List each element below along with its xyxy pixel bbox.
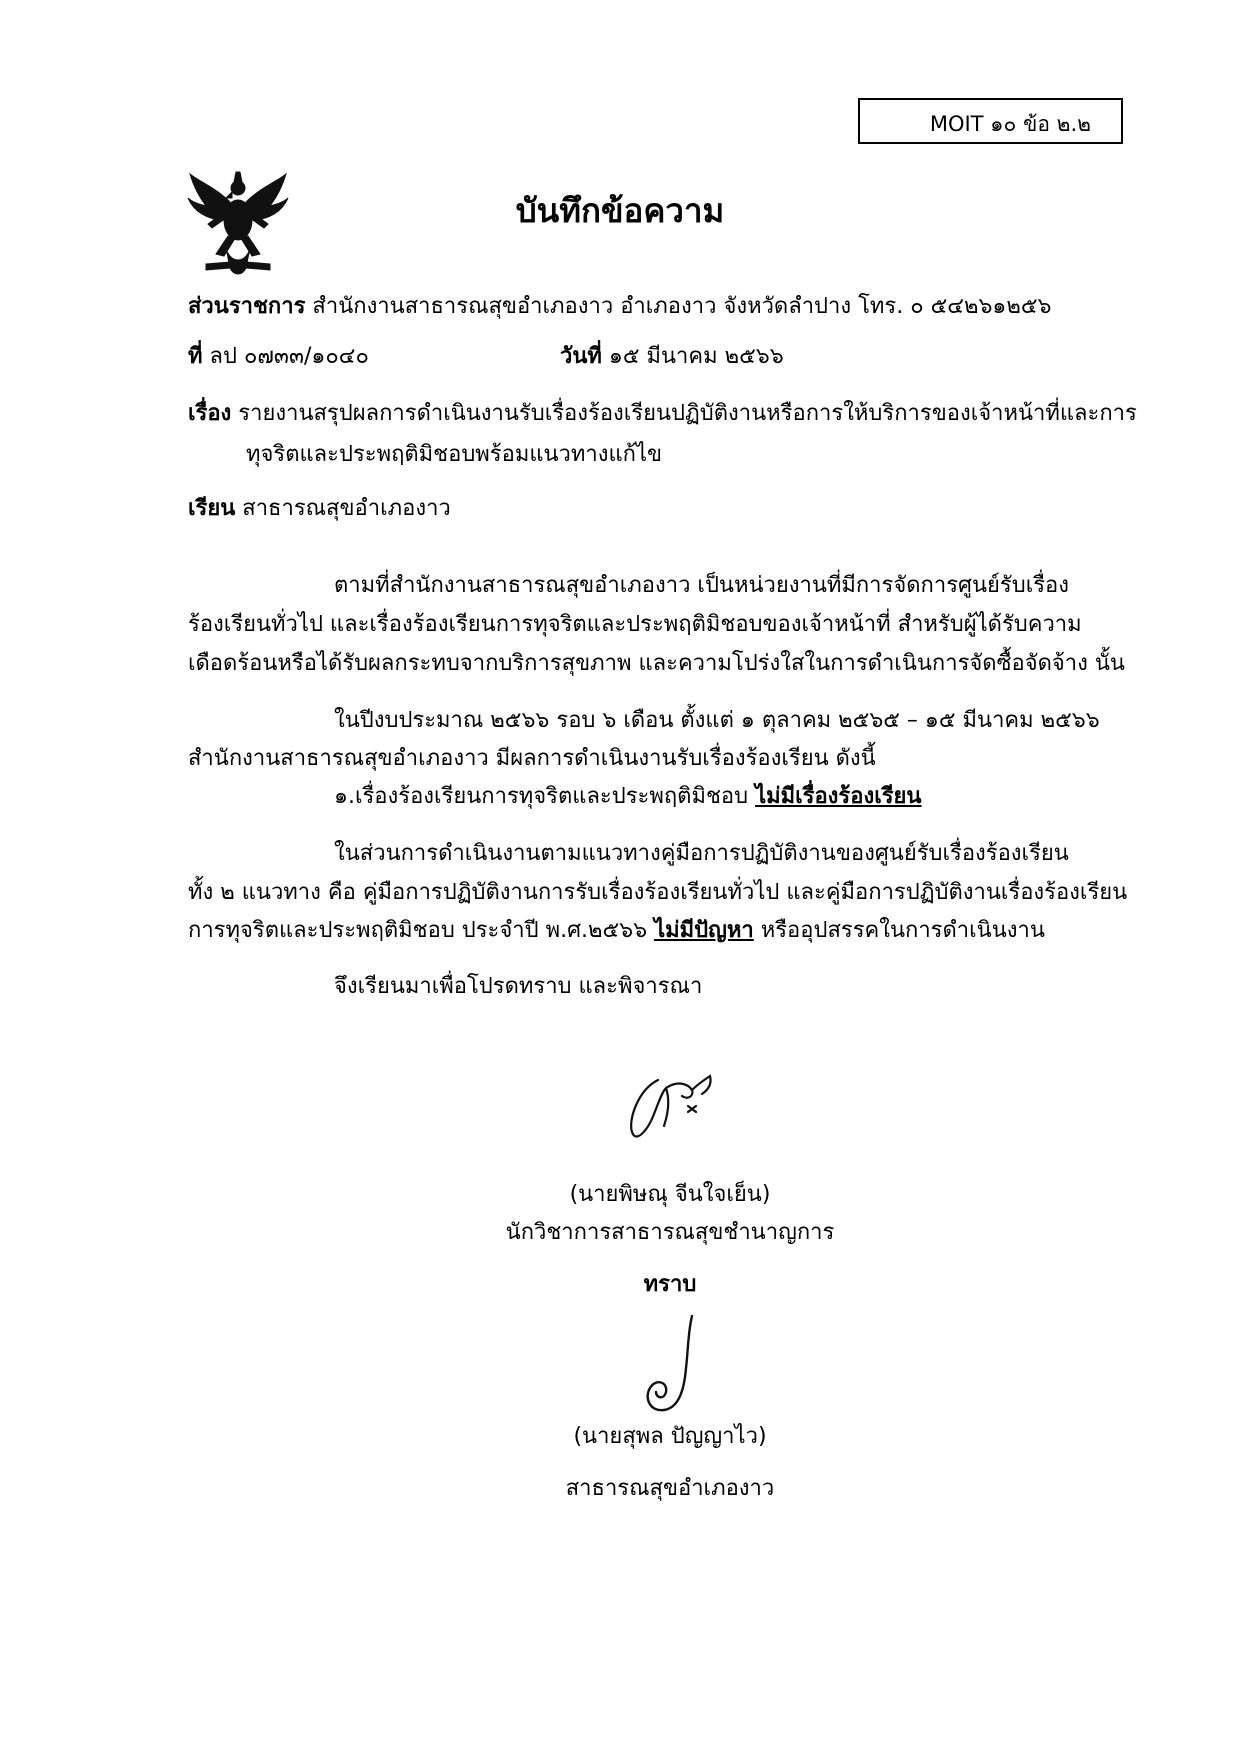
date-label: วันที่ <box>560 344 602 369</box>
signature-2 <box>622 1312 722 1422</box>
date-row <box>560 338 784 373</box>
p3-line-3-emph: ไม่มีปัญหา <box>654 918 754 943</box>
agency-row <box>188 288 1052 323</box>
p1-line-2: ร้องเรียนทั่วไป และเรื่องร้องเรียนการทุจริตและประพฤติมิชอบของเจ้าหน้าที่ สำหรับผู้ได้รับความ <box>188 612 1082 637</box>
p1-line-1: ตามที่สำนักงานสาธารณสุขอำเภองาว เป็นหน่วยงานที่มีการจัดการศูนย์รับเรื่อง <box>334 573 1069 598</box>
reference-code-box <box>858 98 1123 144</box>
p1-line-3: เดือดร้อนหรือได้รับผลกระทบจากบริการสุขภาพ และความโปร่งใสในการดำเนินการจัดซื้อจัดจ้าง นั้น <box>188 651 1125 676</box>
signer-2-position: สาธารณสุขอำเภองาว <box>565 1476 775 1501</box>
addressee-row <box>188 490 451 525</box>
p3-line-3-b: หรืออุปสรรคในการดำเนินงาน <box>753 918 1045 943</box>
acknowledge-label: ทราบ <box>643 1272 697 1297</box>
reference-value: ลป ๐๗๓๓/๑๐๔๐ <box>209 344 369 369</box>
subject-label: เรื่อง <box>188 401 232 426</box>
subject-line-2: ทุจริตและประพฤติมิชอบพร้อมแนวทางแก้ไข <box>246 442 663 467</box>
addressee-value: สาธารณสุขอำเภองาว <box>242 496 451 521</box>
item-1 <box>334 778 921 813</box>
p3-line-2: ทั้ง ๒ แนวทาง คือ คู่มือการปฏิบัติงานการรับเรื่องร้องเรียนทั่วไป และคู่มือการปฏิบัติงานเรื่องร้องเรียน <box>188 880 1128 905</box>
signer-1-name: (นายพิษณุ จีนใจเย็น) <box>569 1182 771 1207</box>
date-value: ๑๕ มีนาคม ๒๕๖๖ <box>608 344 784 369</box>
p3-line-1: ในส่วนการดำเนินงานตามแนวทางคู่มือการปฏิบัติงานของศูนย์รับเรื่องร้องเรียน <box>334 841 1069 866</box>
addressee-label: เรียน <box>188 496 236 521</box>
reference-row <box>188 338 369 373</box>
signature-1 <box>618 1070 728 1150</box>
reference-code: MOIT ๑๐ ข้อ ๒.๒ <box>929 112 1091 136</box>
document-title: บันทึกข้อความ <box>515 191 725 230</box>
item-1-result: ไม่มีเรื่องร้องเรียน <box>755 784 922 809</box>
p2-line-1: ในปีงบประมาณ ๒๕๖๖ รอบ ๖ เดือน ตั้งแต่ ๑ ตุลาคม ๒๕๖๕ – ๑๕ มีนาคม ๒๕๖๖ <box>334 708 1100 733</box>
item-1-text: ๑.เรื่องร้องเรียนการทุจริตและประพฤติมิชอบ <box>334 784 756 809</box>
signer-1-position: นักวิชาการสาธารณสุขชำนาญการ <box>505 1220 835 1245</box>
agency-value: สำนักงานสาธารณสุขอำเภองาว อำเภองาว จังหวัดลำปาง โทร. ๐ ๕๔๒๖๑๒๕๖ <box>312 294 1052 319</box>
signer-2-name: (นายสุพล ปัญญาไว) <box>573 1424 767 1449</box>
subject-line-1: รายงานสรุปผลการดำเนินงานรับเรื่องร้องเรียนปฏิบัติงานหรือการให้บริการของเจ้าหน้าที่และการ <box>238 401 1137 426</box>
agency-label: ส่วนราชการ <box>188 294 306 319</box>
p3-line-3-a: การทุจริตและประพฤติมิชอบ ประจำปี พ.ศ.๒๕๖๖ <box>188 918 655 943</box>
p3-line-3 <box>188 912 1045 947</box>
p2-line-2: สำนักงานสาธารณสุขอำเภองาว มีผลการดำเนินงานรับเรื่องร้องเรียน ดังนี้ <box>188 746 876 771</box>
reference-label: ที่ <box>188 344 203 369</box>
closing-line: จึงเรียนมาเพื่อโปรดทราบ และพิจารณา <box>334 974 703 999</box>
subject-row <box>188 395 1137 430</box>
